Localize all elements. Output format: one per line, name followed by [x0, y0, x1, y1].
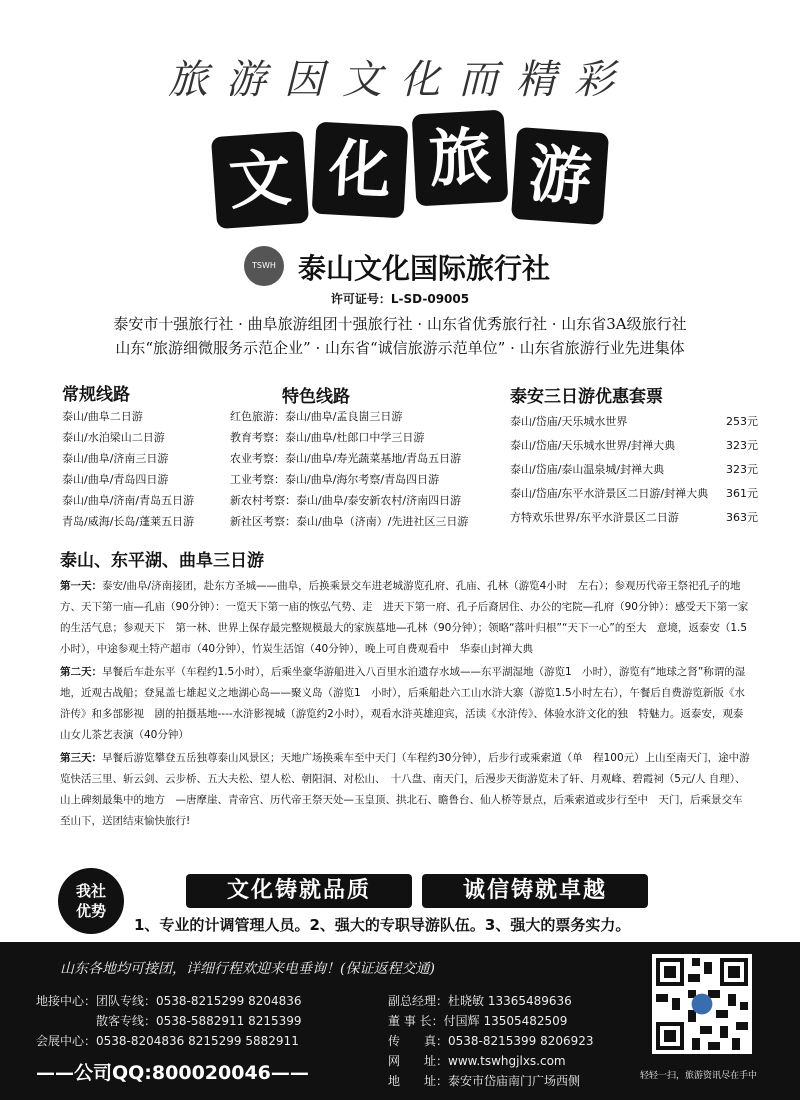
special-routes-list	[230, 406, 468, 532]
list-item: 泰山/曲阜/济南/青岛五日游	[62, 494, 195, 507]
package-name: 泰山/岱庙/天乐城水世界/封禅大典	[510, 439, 676, 452]
day-label: 第一天：	[60, 580, 102, 592]
integrity-banner: 诚信铸就卓越	[422, 874, 648, 908]
list-item	[510, 410, 758, 434]
big-title	[214, 112, 614, 222]
route-category: 农业考察：	[230, 452, 285, 465]
package-price: 253元	[726, 415, 758, 428]
agency-name: 泰山文化国际旅行社	[298, 252, 551, 285]
footer	[0, 942, 800, 1100]
company-qq: ——公司QQ:800020046——	[36, 1062, 309, 1084]
itinerary-body	[60, 576, 750, 834]
list-item: 泰山/曲阜二日游	[62, 410, 143, 423]
website-line: 网 址：www.tswhgjlxs.com	[388, 1054, 566, 1068]
itinerary-day-2	[60, 662, 750, 746]
list-item: 泰山/水泊梁山二日游	[62, 431, 165, 444]
title-char-2: 化	[312, 122, 409, 219]
itinerary-day-1	[60, 576, 750, 660]
list-item: 青岛/威海/长岛/蓬莱五日游	[62, 515, 195, 528]
list-item	[230, 427, 468, 448]
day-label: 第三天：	[60, 752, 102, 764]
list-item	[230, 469, 468, 490]
title-char-3: 旅	[412, 110, 509, 207]
route-category: 教育考察：	[230, 431, 285, 444]
ticket-packages-list	[510, 410, 758, 530]
honor-line-1: 泰安市十强旅行社 · 曲阜旅游组团十强旅行社 · 山东省优秀旅行社 · 山东省3A级旅行社	[113, 315, 687, 333]
list-item: 泰山/曲阜/青岛四日游	[62, 473, 169, 486]
route-category: 工业考察：	[230, 473, 285, 486]
special-routes-title: 特色线路	[282, 387, 350, 407]
package-price: 323元	[726, 439, 758, 452]
list-item	[510, 458, 758, 482]
quality-banner: 文化铸就品质	[186, 874, 412, 908]
day-text: 早餐后游览攀登五岳独尊泰山风景区；天地广场换乘车至中天门（车程约30分钟），后步行或乘索道（单 程100元）上山至南天门，途中游览快活三里、斩云剑、云步桥、五大夫松、望人松、朝阳洞、对松山、 十八盘、南天门，后漫步天街游览未了轩、月观峰、碧霞祠（5元/人 自理）、山上碑刻最集中的地方 —唐摩崖、青帝宫、历代帝王祭天处—玉皇顶、拱北石、瞻鲁台、仙人桥等景点，后乘索道或步行至中 天门，后乘景交车至山下，送团结束愉快旅行!	[60, 752, 750, 827]
package-name: 泰山/岱庙/泰山温泉城/封禅大典	[510, 463, 665, 476]
list-item	[510, 434, 758, 458]
advantage-badge	[58, 868, 124, 934]
route-name: 泰山/曲阜（济南）/先进社区三日游	[296, 515, 469, 528]
advantage-items: 1、专业的计调管理人员。2、强大的专职导游队伍。3、强大的票务实力。	[134, 916, 631, 934]
qr-caption: 轻轻一扫，旅游资讯尽在手中	[640, 1071, 758, 1081]
contact-line: 地接中心：团队专线：0538-8215299 8204836	[36, 994, 302, 1008]
badge-line: 我社	[75, 882, 106, 900]
day-label: 第二天：	[60, 666, 102, 678]
route-name: 泰山/曲阜/杜郎口中学三日游	[285, 431, 425, 444]
regular-routes-title: 常规线路	[62, 385, 130, 405]
route-name: 泰山/曲阜/泰安新农村/济南四日游	[296, 494, 462, 507]
list-item	[510, 506, 758, 530]
list-item	[230, 511, 468, 532]
list-item	[230, 448, 468, 469]
honor-line-2: 山东“旅游细微服务示范企业” · 山东省“诚信旅游示范单位” · 山东省旅游行业先进集体	[115, 339, 685, 357]
title-char-1: 文	[211, 131, 309, 229]
package-price: 363元	[726, 511, 758, 524]
contact-line: 会展中心：0538-8204836 8215299 5882911	[36, 1034, 299, 1048]
route-category: 新农村考察：	[230, 494, 296, 507]
package-price: 361元	[726, 487, 758, 500]
route-name: 泰山/曲阜/寿光蔬菜基地/青岛五日游	[285, 452, 462, 465]
package-name: 泰山/岱庙/天乐城水世界	[510, 415, 628, 428]
itinerary-day-3	[60, 748, 750, 832]
footer-note: 山东各地均可接团，详细行程欢迎来电垂询！(保证返程交通)	[60, 961, 435, 977]
package-name: 泰山/岱庙/东平水浒景区二日游/封禅大典	[510, 487, 709, 500]
slogan: 旅游因文化而精彩	[168, 57, 632, 103]
list-item	[510, 482, 758, 506]
agency-logo-icon: TSWH	[244, 246, 284, 286]
package-name: 方特欢乐世界/东平水浒景区二日游	[510, 511, 679, 524]
address-line: 地 址：泰安市岱庙南门广场西侧	[388, 1074, 581, 1088]
route-category: 新社区考察：	[230, 515, 296, 528]
package-price: 323元	[726, 463, 758, 476]
contact-line: 散客专线：0538-5882911 8215399	[36, 1014, 302, 1028]
list-item	[230, 406, 468, 427]
license-number: 许可证号：L-SD-09005	[330, 292, 470, 306]
route-name: 泰山/曲阜/海尔考察/青岛四日游	[285, 473, 440, 486]
ticket-packages-title: 泰安三日游优惠套票	[510, 387, 663, 407]
title-char-4: 游	[511, 127, 609, 225]
list-item	[230, 490, 468, 511]
qr-code-icon[interactable]	[652, 954, 752, 1054]
contact-line: 副总经理：杜晓敏 13365489636	[388, 994, 572, 1008]
day-text: 早餐后车赴东平（车程约1.5小时），后乘坐豪华游船进入八百里水泊遗存水域——东平湖湿地（游览1 小时），游览有“地球之肾”称谓的湿地，近观古战船；登晁盖七雄起义之地湖心岛——聚义岛（游览1 小时），后乘船赴六工山水浒大寨（游览1.5小时左右），午餐后自费游览新版《水浒传》和多部影视 剧的拍摄基地----水浒影视城（游览约2小时），观看水浒英雄迎宾，活读《水浒传》、体验水浒文化的独 特魅力。返泰安，观泰山女儿茶艺表演（40分钟）	[60, 666, 746, 741]
contact-line: 董 事 长：付国辉 13505482509	[388, 1014, 568, 1028]
regular-routes-list	[62, 406, 194, 532]
route-name: 泰山/曲阜/孟良崮三日游	[285, 410, 403, 423]
route-category: 红色旅游：	[230, 410, 285, 423]
day-text: 泰安/曲阜/济南接团，赴东方圣城——曲阜，后换乘景交车进老城游览孔府、孔庙、孔林（游览4小时 左右）；参观历代帝王祭祀孔子的地方、天下第一庙—孔庙（90分钟）：一览天下第一庙的恢弘气势、走 进天下第一府、孔子后裔居住、办公的宅院—孔府（90分钟）：感受天下第一家的生活气息；参观天下 第一林、世界上保存最完整规模最大的家族墓地—孔林（90分钟）；领略“落叶归根”“天下一心”的至大 意境，返泰安（1.5小时），中途参观土特产超市（40分钟），竹炭生活馆（40分钟），晚上可自费观看中 华泰山封禅大典	[60, 580, 749, 655]
list-item: 泰山/曲阜/济南三日游	[62, 452, 169, 465]
badge-line: 优势	[75, 902, 106, 920]
contact-line: 传 真：0538-8215399 8206923	[388, 1034, 594, 1048]
itinerary-title: 泰山、东平湖、曲阜三日游	[60, 551, 264, 571]
